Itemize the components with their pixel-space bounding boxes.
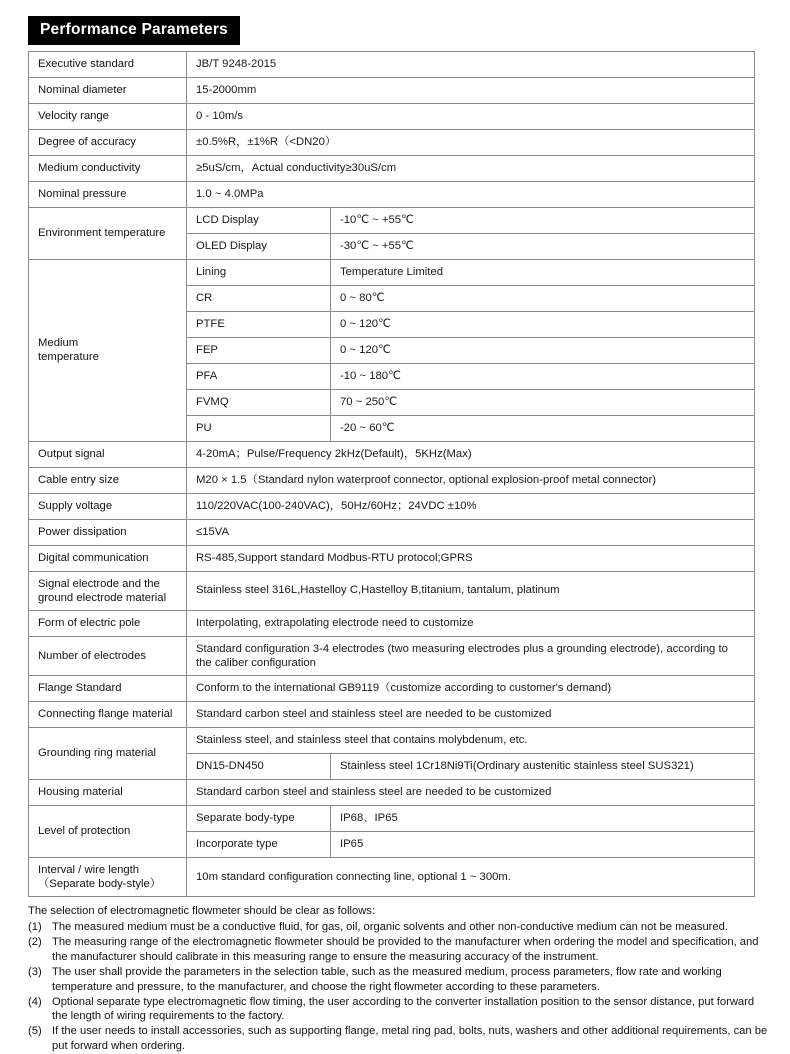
table-row <box>29 545 755 571</box>
row-value: JB/T 9248-2015 <box>187 51 755 77</box>
row-label-line1: Interval / wire length <box>38 863 140 876</box>
note-item <box>28 965 768 995</box>
row-value: RS-485,Support standard Modbus-RTU protocol;GPRS <box>187 545 755 571</box>
row-value: 1.0 ~ 4.0MPa <box>187 181 755 207</box>
table-row <box>29 675 755 701</box>
row-label-line2: ground electrode material <box>38 591 167 604</box>
table-row <box>29 441 755 467</box>
row-value: M20 × 1.5（Standard nylon waterproof connector, optional explosion-proof metal connector) <box>187 467 755 493</box>
row-value: Standard carbon steel and stainless steel are needed to be customized <box>187 779 755 805</box>
row-value: Interpolating, extrapolating electrode need to customize <box>187 610 755 636</box>
table-row <box>29 155 755 181</box>
page-title: Performance Parameters <box>28 16 240 45</box>
row-label-line2: （Separate body-style） <box>38 878 162 891</box>
note-text: If the user needs to install accessories, such as supporting flange, metal ring pad, bolts, nuts, washers and other additional requirements, can be put forward when ordering. <box>52 1025 768 1053</box>
note-text: The measured medium must be a conductive fluid, for gas, oil, organic solvents and other non-conductive medium can not be measured. <box>52 921 728 934</box>
note-text: The measuring range of the electromagnetic flowmeter should be provided to the manufacturer when ordering the model and specification, and the manufacturer should calibrate in this measuring range to ensure the measuring accuracy of the instrument. <box>52 935 759 963</box>
row-value: Standard configuration 3-4 electrodes (two measuring electrodes plus a grounding electrode), according to the caliber configuration <box>187 636 755 675</box>
sub-row-value: 0 ~ 120℃ <box>331 337 755 363</box>
note-number: (3) <box>28 965 42 978</box>
row-value: ≤15VA <box>187 519 755 545</box>
note-number: (1) <box>28 921 42 934</box>
note-number: (2) <box>28 935 42 948</box>
row-value: 4-20mA；Pulse/Frequency 2kHz(Default)，5KHz(Max) <box>187 441 755 467</box>
row-value: 10m standard configuration connecting line, optional 1 ~ 300m. <box>187 857 755 896</box>
sub-row-label: DN15-DN450 <box>187 753 331 779</box>
table-row <box>29 519 755 545</box>
row-label: Nominal diameter <box>29 77 187 103</box>
table-row <box>29 467 755 493</box>
table-row <box>29 493 755 519</box>
row-label: Level of protection <box>29 805 187 857</box>
sub-row-value: 0 ~ 120℃ <box>331 311 755 337</box>
note-item <box>28 1024 768 1054</box>
row-label: Nominal pressure <box>29 181 187 207</box>
table-row-number-of-electrodes <box>29 636 755 675</box>
sub-row-value: IP65 <box>331 831 755 857</box>
sub-row-label: Separate body-type <box>187 805 331 831</box>
row-label: Grounding ring material <box>29 727 187 779</box>
sub-row-value: Stainless steel, and stainless steel that contains molybdenum, etc. <box>187 727 755 753</box>
table-row-signal-electrode <box>29 571 755 610</box>
table-row <box>29 103 755 129</box>
sub-row-value: -30℃ ~ +55℃ <box>331 233 755 259</box>
table-row-medium-temperature <box>29 259 755 285</box>
row-label <box>29 571 187 610</box>
sub-row-label: PFA <box>187 363 331 389</box>
sub-row-label: LCD Display <box>187 207 331 233</box>
note-item <box>28 920 768 935</box>
row-label <box>29 259 187 441</box>
row-label: Velocity range <box>29 103 187 129</box>
row-label: Supply voltage <box>29 493 187 519</box>
row-value: 15-2000mm <box>187 77 755 103</box>
performance-parameters-table <box>28 51 755 898</box>
sub-row-label: PU <box>187 415 331 441</box>
note-number: (5) <box>28 1025 42 1038</box>
row-label: Digital communication <box>29 545 187 571</box>
sub-row-label: CR <box>187 285 331 311</box>
table-row-level-of-protection <box>29 805 755 831</box>
row-label-line1: Signal electrode and the <box>38 577 160 590</box>
row-label: Power dissipation <box>29 519 187 545</box>
table-row <box>29 779 755 805</box>
row-label: Form of electric pole <box>29 610 187 636</box>
sub-row-value: -10 ~ 180℃ <box>331 363 755 389</box>
row-label: Flange Standard <box>29 675 187 701</box>
row-value: ≥5uS/cm，Actual conductivity≥30uS/cm <box>187 155 755 181</box>
table-row <box>29 129 755 155</box>
note-number: (4) <box>28 995 42 1008</box>
row-label: Cable entry size <box>29 467 187 493</box>
table-row <box>29 51 755 77</box>
note-text: The user shall provide the parameters in the selection table, such as the measured medium, process parameters, flow rate and working temperature and pressure, to the manufacturer, and choose the right flowmeter according to these parameters. <box>52 965 722 993</box>
sub-row-value: -20 ~ 60℃ <box>331 415 755 441</box>
row-label: Connecting flange material <box>29 701 187 727</box>
row-label <box>29 857 187 896</box>
table-row-grounding-ring <box>29 727 755 753</box>
row-label: Degree of accuracy <box>29 129 187 155</box>
sub-row-label: FVMQ <box>187 389 331 415</box>
row-label: Medium conductivity <box>29 155 187 181</box>
row-label: Executive standard <box>29 51 187 77</box>
note-item <box>28 935 768 965</box>
table-row <box>29 77 755 103</box>
sub-row-label: PTFE <box>187 311 331 337</box>
notes-intro: The selection of electromagnetic flowmeter should be clear as follows: <box>28 905 375 918</box>
row-label-line1: Medium <box>38 336 79 349</box>
sub-row-value: 0 ~ 80℃ <box>331 285 755 311</box>
sub-header-label: Lining <box>187 259 331 285</box>
table-row <box>29 610 755 636</box>
sub-row-value: 70 ~ 250℃ <box>331 389 755 415</box>
table-row <box>29 181 755 207</box>
row-value: 110/220VAC(100-240VAC)，50Hz/60Hz；24VDC ±10% <box>187 493 755 519</box>
note-item <box>28 995 768 1025</box>
row-label: Number of electrodes <box>29 636 187 675</box>
row-value: ±0.5%R，±1%R（<DN20） <box>187 129 755 155</box>
sub-row-value: IP68、IP65 <box>331 805 755 831</box>
sub-row-label: Incorporate type <box>187 831 331 857</box>
selection-notes <box>28 904 768 1054</box>
sub-row-label: FEP <box>187 337 331 363</box>
table-row <box>29 701 755 727</box>
row-label: Output signal <box>29 441 187 467</box>
table-row-interval-wire-length <box>29 857 755 896</box>
row-label-line2: temperature <box>38 351 99 363</box>
row-value: 0 - 10m/s <box>187 103 755 129</box>
row-value: Conform to the international GB9119（customize according to customer's demand) <box>187 675 755 701</box>
row-label: Environment temperature <box>29 207 187 259</box>
row-value: Standard carbon steel and stainless steel are needed to be customized <box>187 701 755 727</box>
row-label: Housing material <box>29 779 187 805</box>
sub-header-value: Temperature Limited <box>331 259 755 285</box>
row-value: Stainless steel 316L,Hastelloy C,Hastelloy B,titanium, tantalum, platinum <box>187 571 755 610</box>
sub-row-value: Stainless steel 1Cr18Ni9Ti(Ordinary austenitic stainless steel SUS321) <box>331 753 755 779</box>
sub-row-label: OLED Display <box>187 233 331 259</box>
sub-row-value: -10℃ ~ +55℃ <box>331 207 755 233</box>
table-row-environment-temperature <box>29 207 755 233</box>
note-text: Optional separate type electromagnetic flow timing, the user according to the converter installation position to the sensor distance, put forward the length of wiring requirements to the factory. <box>52 995 755 1023</box>
